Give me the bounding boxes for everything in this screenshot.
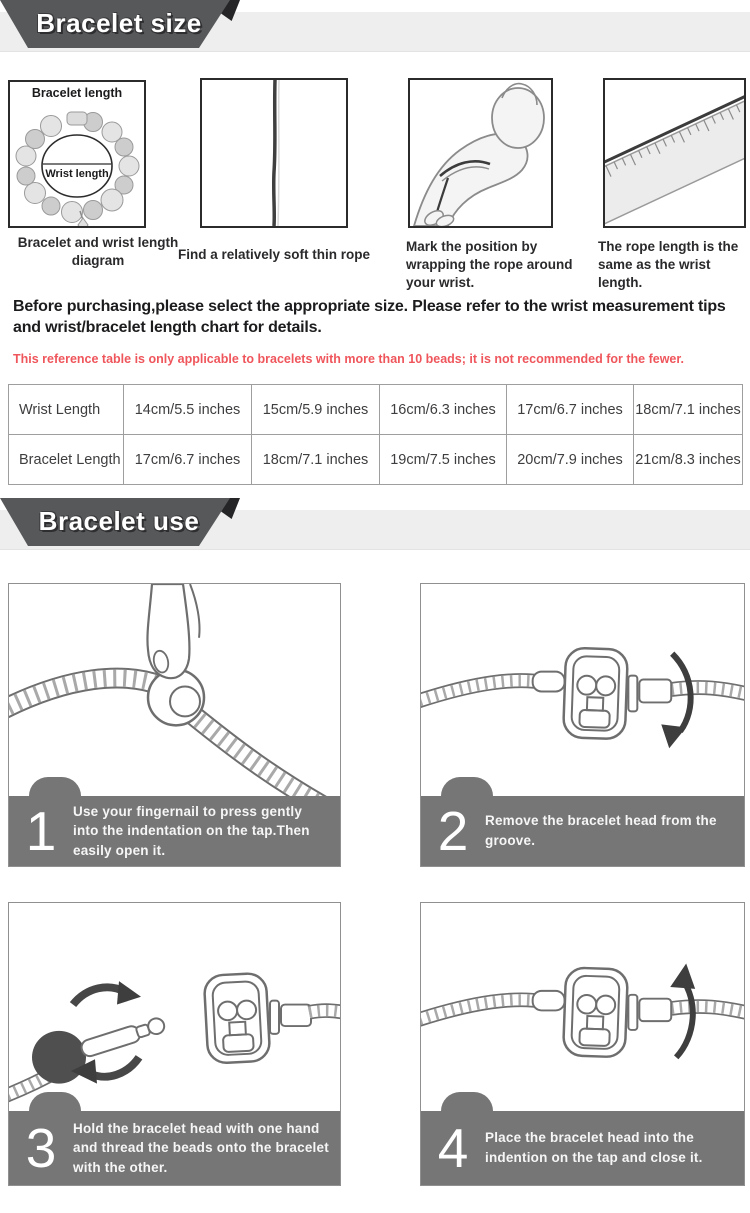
- step-number: 4: [437, 1116, 469, 1179]
- table-cell: 17cm/6.7 inches: [124, 435, 252, 485]
- section-title-use: Bracelet use: [38, 506, 200, 536]
- tip-caption-2: Find a relatively soft thin rope: [177, 247, 371, 262]
- clasp-head-illustration: [533, 648, 672, 740]
- step2-illustration: [421, 584, 744, 796]
- table-cell: 16cm/6.3 inches: [380, 385, 507, 435]
- table-cell: 15cm/5.9 inches: [252, 385, 380, 435]
- bracelet-use-banner: [0, 498, 750, 558]
- step2-caption-bar: [421, 796, 744, 866]
- step1-caption-bar: [9, 796, 340, 866]
- step-number: 1: [25, 799, 57, 862]
- bracelet-size-banner: [0, 0, 750, 60]
- table-row-wrist: [9, 385, 743, 435]
- ruler-box: [603, 78, 746, 228]
- bar-bump: [29, 1092, 81, 1111]
- step3-caption-bar: [9, 1111, 340, 1185]
- bar-bump: [29, 777, 81, 796]
- purchase-note: Before purchasing,please select the appropriate size. Please refer to the wrist measurement tips and wrist/bracelet length chart for details.: [13, 298, 726, 337]
- reference-warning: This reference table is only applicable to bracelets with more than 10 beads; it is not recommended for the fewer.: [13, 352, 685, 366]
- step1-panel: [8, 583, 341, 867]
- tip-caption-4: The rope length is the same as the wrist length.: [598, 239, 739, 290]
- step1-illustration: [9, 584, 340, 796]
- clasp-head-illustration: [204, 973, 311, 1064]
- step-text: Remove the bracelet head from the groove.: [485, 813, 717, 848]
- table-cell: 20cm/7.9 inches: [507, 435, 634, 485]
- step-text: Place the bracelet head into the indention on the tap and close it.: [485, 1130, 703, 1165]
- bar-bump: [441, 777, 493, 796]
- table-cell: 21cm/8.3 inches: [634, 435, 743, 485]
- tip-caption-3: Mark the position by wrapping the rope around your wrist.: [406, 239, 573, 290]
- finger-illustration: [147, 584, 199, 678]
- ruler-illustration: [605, 80, 744, 226]
- tip-caption-1: Bracelet and wrist length diagram: [17, 235, 179, 268]
- table-cell: 18cm/7.1 inches: [634, 385, 743, 435]
- table-row-bracelet: [9, 435, 743, 485]
- clasp-head-illustration: [533, 967, 672, 1057]
- wrap-wrist-illustration: [410, 80, 551, 226]
- wrist-length-label: Wrist length: [45, 168, 109, 180]
- table-cell: 18cm/7.1 inches: [252, 435, 380, 485]
- step-text: Use your fingernail to press gently into the indentation on the tap.Then easily open it.: [73, 803, 310, 858]
- pin-illustration: [80, 1016, 167, 1058]
- table-cell: 14cm/5.5 inches: [124, 385, 252, 435]
- size-table: [8, 384, 743, 485]
- bracelet-diagram-illustration: [10, 82, 144, 226]
- step3-illustration: [9, 903, 340, 1111]
- step2-panel: [420, 583, 745, 867]
- wrap-wrist-box: [408, 78, 553, 228]
- step4-illustration: [421, 903, 744, 1111]
- bracelet-diagram-box: [8, 80, 146, 228]
- table-cell: 17cm/6.7 inches: [507, 385, 634, 435]
- bracelet-length-label: Bracelet length: [31, 86, 123, 100]
- step-text: Hold the bracelet head with one hand and thread the beads onto the bracelet with the other.: [73, 1120, 329, 1175]
- bar-bump: [441, 1092, 493, 1111]
- table-cell: 19cm/7.5 inches: [380, 435, 507, 485]
- row-header: Wrist Length: [9, 385, 124, 435]
- step-number: 2: [437, 799, 469, 862]
- bead-illustration: [32, 1031, 86, 1084]
- section-title-size: Bracelet size: [36, 8, 202, 38]
- row-header: Bracelet Length: [9, 435, 124, 485]
- step4-caption-bar: [421, 1111, 744, 1185]
- rope-box: [200, 78, 348, 228]
- step4-panel: [420, 902, 745, 1186]
- step-number: 3: [25, 1116, 57, 1179]
- rope-illustration: [202, 80, 346, 226]
- step3-panel: [8, 902, 341, 1186]
